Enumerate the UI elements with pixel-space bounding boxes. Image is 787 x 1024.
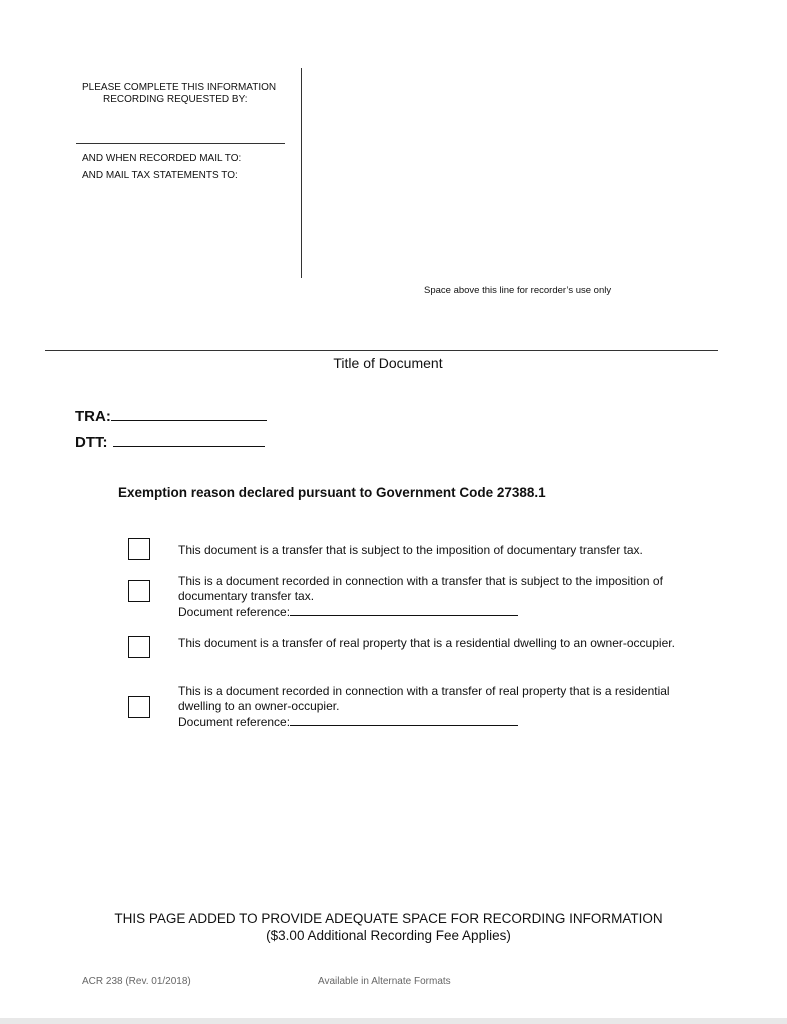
dtt-label: DTT:	[75, 434, 108, 451]
added-page-notice-line1: THIS PAGE ADDED TO PROVIDE ADEQUATE SPACE FOR RECORDING INFORMATION	[114, 911, 663, 926]
added-page-notice-line2: ($3.00 Additional Recording Fee Applies)	[266, 928, 511, 943]
exemption-checkbox-1[interactable]	[128, 538, 150, 560]
tra-field	[75, 407, 267, 425]
alternate-formats-note: Available in Alternate Formats	[318, 976, 451, 987]
form-id: ACR 238 (Rev. 01/2018)	[82, 976, 191, 987]
exemption-option-4-description: This is a document recorded in connection with a transfer of real property that is a residential dwelling to an owner-occupier.	[178, 684, 670, 713]
tra-label: TRA:	[75, 408, 111, 425]
exemption-option-3-text: This document is a transfer of real property that is a residential dwelling to an owner-occupier.	[178, 636, 675, 650]
document-reference-line-1[interactable]	[290, 604, 518, 616]
recorder-space-note: Space above this line for recorder’s use only	[424, 285, 612, 296]
exemption-checkbox-2[interactable]	[128, 580, 150, 602]
exemption-option-2-text	[178, 574, 698, 620]
exemption-option-1-text: This document is a transfer that is subject to the imposition of documentary transfer tax.	[178, 543, 643, 557]
title-of-document: Title of Document	[333, 355, 443, 371]
page-bottom-edge	[0, 1018, 787, 1024]
please-complete-text: PLEASE COMPLETE THIS INFORMATION	[82, 82, 277, 93]
dtt-blank-line[interactable]	[113, 433, 265, 447]
requested-by-line	[76, 143, 285, 144]
exemption-checkbox-3[interactable]	[128, 636, 150, 658]
exemption-checkbox-4[interactable]	[128, 696, 150, 718]
exemption-heading: Exemption reason declared pursuant to Government Code 27388.1	[118, 485, 546, 500]
mail-tax-statements-to-label: AND MAIL TAX STATEMENTS TO:	[82, 170, 238, 181]
document-reference-line-2[interactable]	[290, 714, 518, 726]
recording-requested-by-label: RECORDING REQUESTED BY:	[103, 94, 248, 105]
exemption-option-4-text	[178, 684, 698, 730]
exemption-option-2-description: This is a document recorded in connection with a transfer that is subject to the imposition of documentary transfer tax.	[178, 574, 663, 603]
title-divider-line	[45, 350, 718, 351]
when-recorded-mail-to-label: AND WHEN RECORDED MAIL TO:	[82, 153, 242, 164]
header-vertical-divider	[301, 68, 302, 278]
tra-blank-line[interactable]	[111, 407, 267, 421]
added-page-notice	[40, 910, 737, 944]
document-reference-label-2: Document reference:	[178, 715, 291, 729]
document-reference-label-1: Document reference:	[178, 605, 291, 619]
dtt-field	[75, 433, 265, 451]
